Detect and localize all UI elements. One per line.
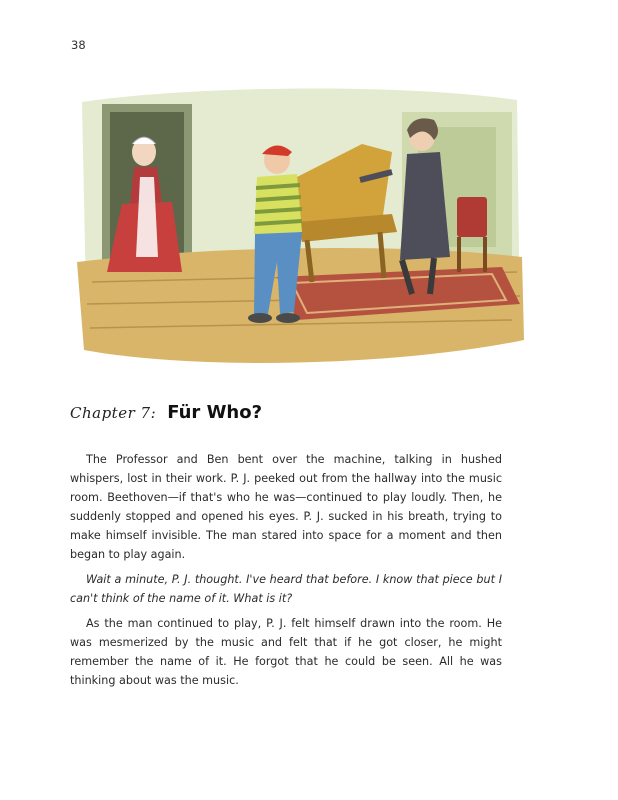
chapter-illustration bbox=[62, 82, 526, 370]
paragraph: As the man continued to play, P. J. felt himself drawn into the room. He was mesmerized by the music and felt that if he got closer, he might remember the name of it. He forgot that he could be seen. All he was thinking about was the music. bbox=[70, 617, 502, 687]
chapter-body bbox=[70, 450, 502, 696]
chapter-title: Für Who? bbox=[167, 402, 263, 423]
page-number: 38 bbox=[71, 38, 86, 52]
chapter-label: Chapter 7: bbox=[70, 404, 157, 422]
paragraph: The Professor and Ben bent over the machine, talking in hushed whispers, lost in their work. P. J. peeked out from the hallway into the music room. Beethoven—if that's who he was—continued to play loudly. Then, he suddenly stopped and opened his eyes. P. J. sucked in his breath, trying to make himself invisible. The man stared into space for a moment and then began to play again. bbox=[70, 453, 502, 561]
illustration-drawing bbox=[62, 82, 526, 370]
chapter-heading bbox=[70, 402, 262, 423]
paragraph: Wait a minute, P. J. thought. I've heard that before. I know that piece but I can't think of the name of it. What is it? bbox=[70, 573, 502, 605]
